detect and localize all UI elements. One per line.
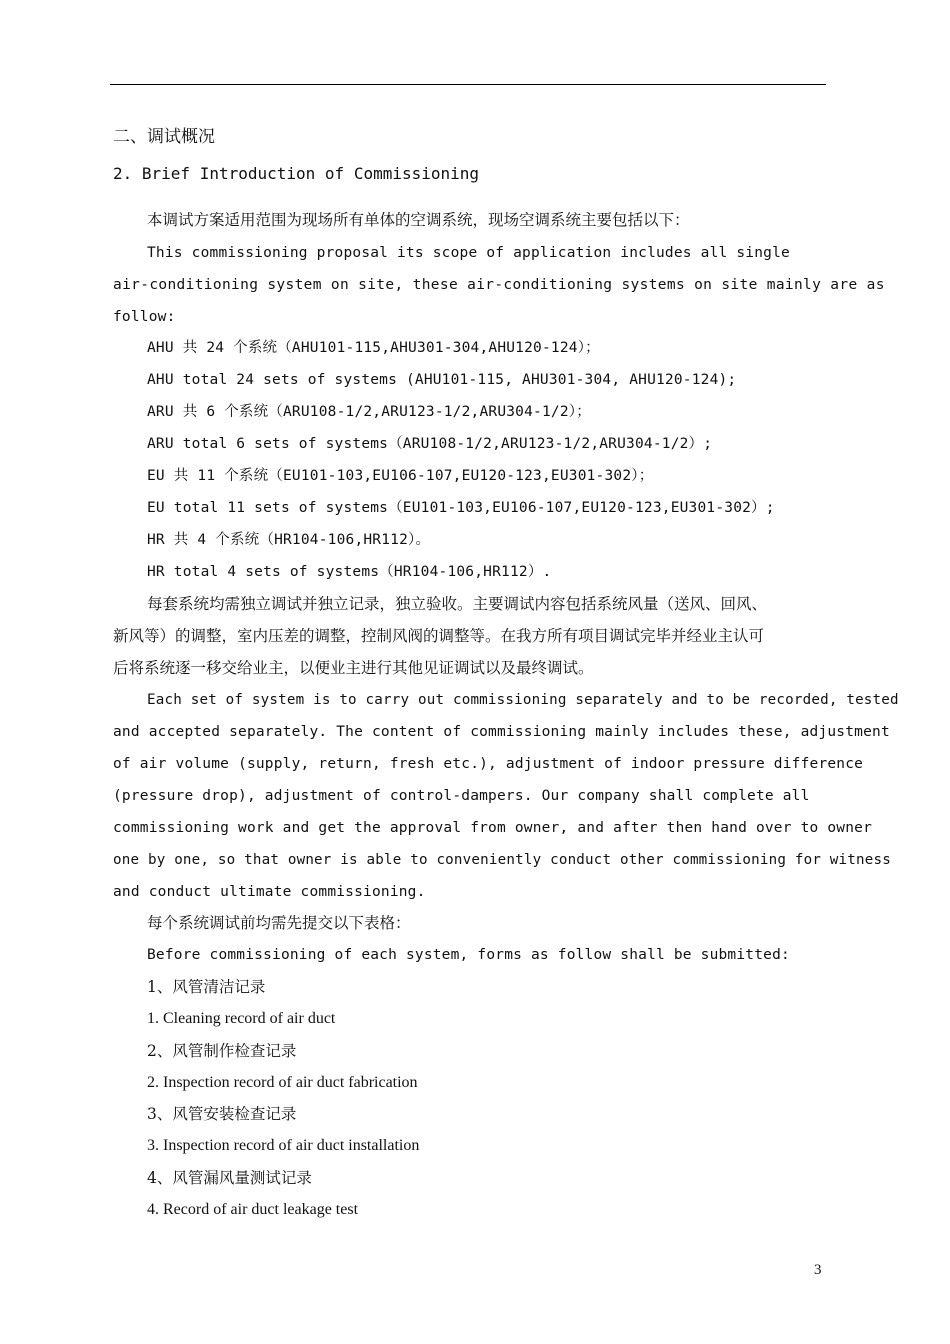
form-item-cn: 1、风管清洁记录 [147,978,266,996]
form-item-cn: 4、风管漏风量测试记录 [147,1169,312,1187]
paragraph-cn-line: 每套系统均需独立调试并独立记录，独立验收。主要调试内容包括系统风量（送风、回风、 [147,595,768,613]
system-line: HR total 4 sets of systems（HR104-106,HR112）. [147,564,552,580]
system-line: HR 共 4 个系统（HR104-106,HR112）。 [147,532,431,548]
form-item-en: 1. Cleaning record of air duct [147,1010,336,1027]
page-number: 3 [814,1262,822,1278]
paragraph-cn-line: 后将系统逐一移交给业主，以便业主进行其他见证调试以及最终调试。 [113,659,594,677]
intro-cn: 本调试方案适用范围为现场所有单体的空调系统，现场空调系统主要包括以下： [147,211,690,229]
section-heading-cn: 二、调试概况 [113,127,215,147]
section-heading-en: 2. Brief Introduction of Commissioning [113,164,480,183]
form-item-en: 3. Inspection record of air duct installation [147,1137,420,1154]
system-line: ARU total 6 sets of systems（ARU108-1/2,ARU123-1/2,ARU304-1/2）; [147,436,713,452]
system-line: AHU 共 24 个系统（AHU101-115,AHU301-304,AHU120-124）； [147,340,600,356]
paragraph-en-line: commissioning work and get the approval from owner, and after then hand over to owner [113,820,873,836]
paragraph-en-line: one by one, so that owner is able to conveniently conduct other commissioning for witness [113,852,892,868]
intro-en-line: air-conditioning system on site, these air-conditioning systems on site mainly are as [113,277,885,293]
form-item-cn: 2、风管制作检查记录 [147,1042,297,1060]
system-line: ARU 共 6 个系统（ARU108-1/2,ARU123-1/2,ARU304-1/2）； [147,404,591,420]
forms-intro-en: Before commissioning of each system, forms as follow shall be submitted: [147,947,790,963]
paragraph-cn-line: 新风等）的调整，室内压差的调整，控制风阀的调整等。在我方所有项目调试完毕并经业主认可 [113,627,765,645]
form-item-en: 2. Inspection record of air duct fabrication [147,1074,418,1091]
system-line: AHU total 24 sets of systems (AHU101-115, AHU301-304, AHU120-124); [147,372,737,388]
system-line: EU total 11 sets of systems（EU101-103,EU106-107,EU120-123,EU301-302）; [147,500,775,516]
paragraph-en-line: and accepted separately. The content of commissioning mainly includes these, adjustment [113,724,890,740]
header-rule [110,84,826,85]
system-line: EU 共 11 个系统（EU101-103,EU106-107,EU120-123,EU301-302）； [147,468,654,484]
paragraph-en-line: and conduct ultimate commissioning. [113,884,426,900]
paragraph-en-line: (pressure drop), adjustment of control-dampers. Our company shall complete all [113,788,810,804]
form-item-en: 4. Record of air duct leakage test [147,1201,359,1218]
paragraph-en-line: Each set of system is to carry out commissioning separately and to be recorded, tested [147,692,899,708]
intro-en-line: This commissioning proposal its scope of application includes all single [147,245,790,261]
form-item-cn: 3、风管安装检查记录 [147,1105,297,1123]
forms-intro-cn: 每个系统调试前均需先提交以下表格： [147,914,411,932]
intro-en-line: follow: [113,309,176,325]
paragraph-en-line: of air volume (supply, return, fresh etc.), adjustment of indoor pressure difference [113,756,864,772]
